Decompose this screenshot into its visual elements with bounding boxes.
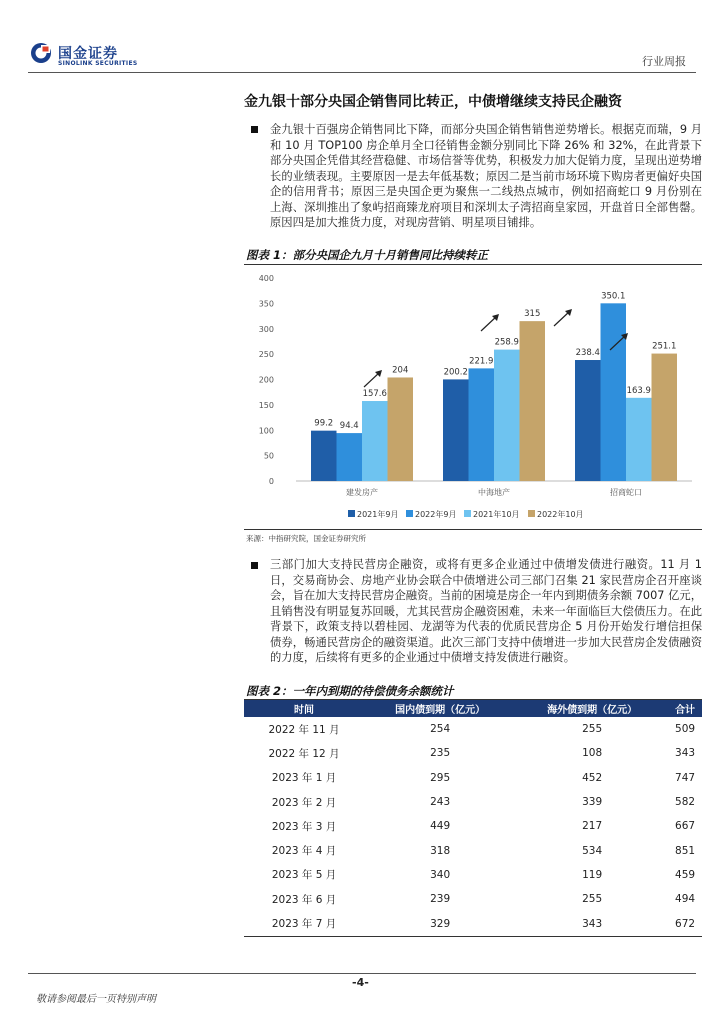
table-cell: 2023 年 7 月 xyxy=(244,911,364,936)
table-cell: 449 xyxy=(430,820,451,833)
footer-divider xyxy=(28,973,696,974)
section-headline: 金九银十部分央国企销售同比转正，中债增继续支持民企融资 xyxy=(244,94,622,110)
bar-value-label: 200.2 xyxy=(443,367,468,378)
table-row xyxy=(244,863,702,887)
bar-value-label: 258.9 xyxy=(494,337,519,348)
table-row xyxy=(244,911,702,936)
column-header: 合计 xyxy=(668,700,702,717)
table-cell: 340 xyxy=(430,868,451,881)
legend-swatch xyxy=(528,510,535,517)
paragraph-sales: 金九银十百强房企销售同比下降，而部分央国企销售销售逆势增长。根据克而瑞，9 月和 10 月 TOP100 房企单月全口径销售金额分别同比下降 26% 和 32%，在此背景下部分央国企凭借其经营稳健、市场信誉等优势，积极发力加大促销力度，呈现出逆势增长的业绩表现。主要原因一是去年低基数；原因二是当前市场环境下购房者更偏好央国企的信用背书；原因三是央国企更为聚焦一二线热点城市，例如招商蛇口 9 月份别在上海、深圳推出了象屿招商臻龙府项目和深圳太子湾招商皇家园，开盘首日全部售罄。原因四是加大推货力度，对现房营销、明星项目铺排。 xyxy=(270,123,702,229)
bar xyxy=(601,303,627,481)
table-cell: 343 xyxy=(516,911,668,936)
table-row xyxy=(244,790,702,814)
table-cell: 254 xyxy=(430,723,451,736)
bar-value-label: 163.9 xyxy=(626,385,651,396)
table-cell: 667 xyxy=(675,820,696,833)
table-cell: 318 xyxy=(430,844,451,857)
x-tick-label: 建发房产 xyxy=(346,488,378,497)
table-cell: 235 xyxy=(430,747,451,760)
table-cell: 2023 年 5 月 xyxy=(271,869,337,882)
table-cell: 452 xyxy=(582,771,603,784)
table-cell: 255 xyxy=(582,723,603,736)
bar-value-label: 157.6 xyxy=(362,389,387,400)
legend-label: 2022年9月 xyxy=(415,510,457,519)
bar-value-label: 315 xyxy=(524,309,541,320)
trend-arrow-icon xyxy=(554,309,572,326)
bar xyxy=(626,398,652,481)
figure1-title: 图表 1：部分央国企九月十月销售同比持续转正 xyxy=(246,248,489,262)
debt-maturity-table xyxy=(244,700,702,937)
table-cell: 534 xyxy=(582,844,603,857)
y-tick-label: 50 xyxy=(263,451,274,461)
bar xyxy=(494,350,520,481)
table-cell: 329 xyxy=(364,911,516,936)
brand-name-cn: 国金证券 xyxy=(58,46,118,62)
table-row xyxy=(244,814,702,838)
table-cell: 2023 年 3 月 xyxy=(271,820,337,833)
table-cell: 295 xyxy=(430,771,451,784)
bar xyxy=(575,360,601,481)
y-tick-label: 100 xyxy=(258,426,274,436)
figure1-rule-top xyxy=(244,264,702,265)
legend-swatch xyxy=(348,510,355,517)
table-cell: 339 xyxy=(582,796,603,809)
y-tick-label: 150 xyxy=(258,400,274,410)
figure1-source: 来源：中指研究院，国金证券研究所 xyxy=(246,534,366,543)
bar-value-label: 238.4 xyxy=(575,348,600,359)
table-cell: 509 xyxy=(675,723,696,736)
table-cell: 108 xyxy=(582,747,603,760)
bar-value-label: 99.2 xyxy=(314,418,334,429)
table-cell: 672 xyxy=(668,911,702,936)
table-cell: 851 xyxy=(675,844,696,857)
table-cell: 217 xyxy=(582,820,603,833)
y-tick-label: 350 xyxy=(258,299,274,309)
table-cell: 343 xyxy=(675,747,696,760)
bullet-icon xyxy=(251,562,258,569)
table-cell: 243 xyxy=(430,796,451,809)
chart-legend xyxy=(348,509,584,519)
legend-swatch xyxy=(406,510,413,517)
table-cell: 582 xyxy=(675,796,696,809)
y-tick-label: 300 xyxy=(258,324,274,334)
bar-value-label: 251.1 xyxy=(652,341,677,352)
y-tick-label: 200 xyxy=(258,375,274,385)
bar xyxy=(362,401,388,481)
legend-label: 2022年10月 xyxy=(537,510,584,519)
table-cell: 2023 年 1 月 xyxy=(271,772,337,785)
trend-arrow-icon xyxy=(364,370,382,387)
bullet-icon xyxy=(251,126,258,133)
y-tick-label: 400 xyxy=(258,274,274,283)
table-cell: 2023 年 6 月 xyxy=(271,893,337,906)
figure1-rule-bottom xyxy=(244,529,702,530)
bar-value-label: 94.4 xyxy=(339,421,359,432)
table-row xyxy=(244,717,702,741)
table-cell: 2022 年 11 月 xyxy=(268,723,340,736)
report-type-tag: 行业周报 xyxy=(642,55,686,68)
bar-value-label: 350.1 xyxy=(601,291,626,302)
y-tick-label: 250 xyxy=(258,350,274,360)
table-cell: 2022 年 12 月 xyxy=(268,747,340,760)
table-cell: 747 xyxy=(675,771,696,784)
bar-value-label: 221.9 xyxy=(469,356,494,367)
table-row xyxy=(244,838,702,862)
trend-arrow-icon xyxy=(481,314,499,331)
bar xyxy=(443,379,469,481)
footer-disclaimer: 敬请参阅最后一页特别声明 xyxy=(36,994,156,1005)
x-tick-label: 招商蛇口 xyxy=(610,488,642,497)
table-row xyxy=(244,766,702,790)
table-header-row xyxy=(244,700,702,717)
table-cell: 119 xyxy=(582,868,603,881)
x-axis-labels xyxy=(346,487,642,497)
table-cell: 2023 年 4 月 xyxy=(271,845,337,858)
bar xyxy=(469,368,495,481)
table-cell: 459 xyxy=(675,868,696,881)
legend-label: 2021年9月 xyxy=(357,510,399,519)
page-number: -4- xyxy=(352,976,369,989)
table-cell: 255 xyxy=(582,893,603,906)
y-tick-label: 0 xyxy=(268,477,274,486)
column-header: 国内债到期（亿元） xyxy=(364,700,516,717)
bar xyxy=(311,431,337,481)
figure2-title: 图表 2：一年内到期的待偿债务余额统计 xyxy=(246,684,454,698)
bar xyxy=(652,354,678,481)
table-cell: 239 xyxy=(430,893,451,906)
bar-value-label: 204 xyxy=(392,365,409,376)
paragraph-financing: 三部门加大支持民营房企融资，或将有更多企业通过中债增发债进行融资。11 月 1 日，交易商协会、房地产业协会联合中债增进公司三部门召集 21 家民营房企召开座谈会，旨在加大支持民营房企融资。当前的困境是房企一年内到期债务余额 7007 亿元，且销售没有明显复苏回暖，尤其民营房企融资困难，未来一年面临巨大偿债压力。在此背景下，政策支持以碧桂园、龙湖等为代表的优质民营房企 5 月份开始发行增信担保债券，畅通民营房企的融资渠道。此次三部门支持中债增进一步加大民营房企发债融资的力度，后续将有更多的企业通过中债增支持发债进行融资。 xyxy=(270,558,702,664)
table-cell: 494 xyxy=(675,893,696,906)
legend-swatch xyxy=(464,510,471,517)
sinolink-logo-icon xyxy=(30,42,52,64)
column-header: 海外债到期（亿元） xyxy=(516,700,668,717)
column-header: 时间 xyxy=(244,700,364,717)
x-tick-label: 中海地产 xyxy=(478,488,510,497)
brand-name-en: SINOLINK SECURITIES xyxy=(58,60,138,67)
legend-label: 2021年10月 xyxy=(473,510,520,519)
table-cell: 2023 年 2 月 xyxy=(271,796,337,809)
bar xyxy=(388,377,414,481)
y-axis-labels xyxy=(259,274,274,486)
bar xyxy=(520,321,546,481)
sales-bar-chart xyxy=(244,268,702,530)
table-row xyxy=(244,741,702,765)
bar xyxy=(337,433,363,481)
header-divider xyxy=(28,72,696,73)
table-row xyxy=(244,887,702,911)
